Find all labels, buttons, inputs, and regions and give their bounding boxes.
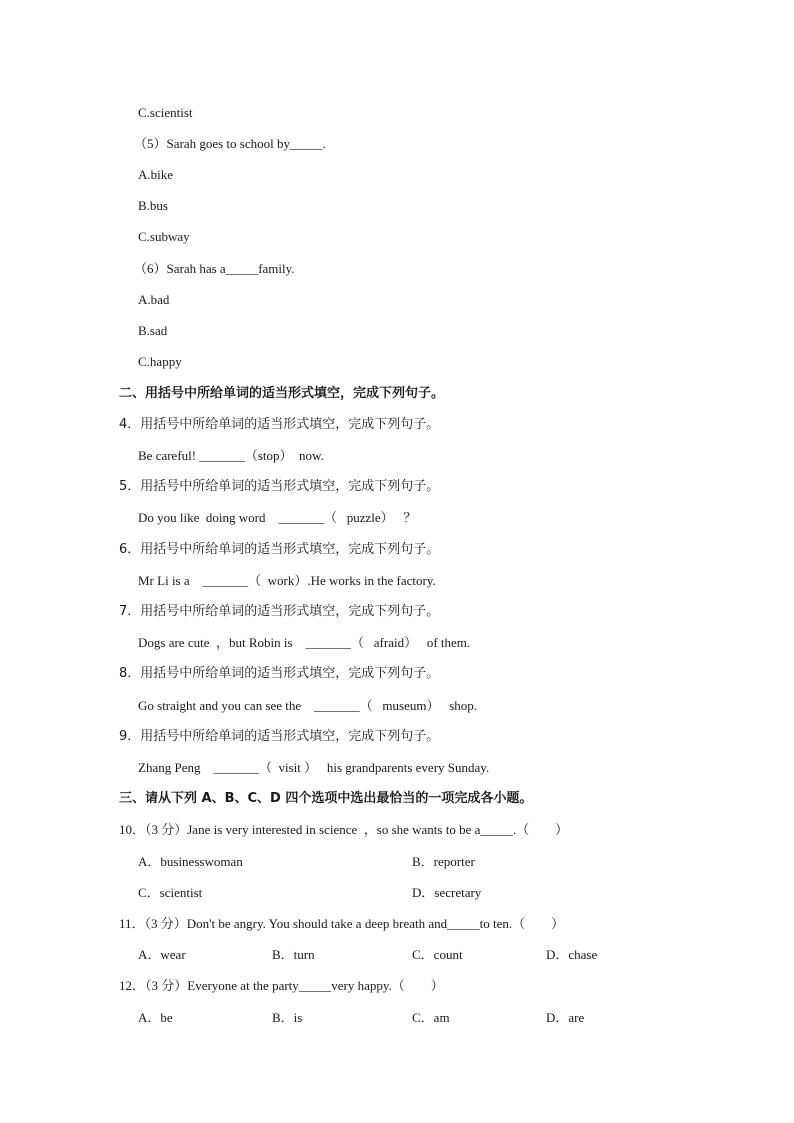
mc-option-d: D．are [546, 1010, 585, 1025]
mc-option-c: C．scientist [138, 885, 203, 900]
mc-option-d: D．secretary [412, 885, 482, 900]
mc-option-b: B．turn [272, 947, 315, 962]
option-line: A.bike [138, 167, 174, 182]
option-line: B.sad [138, 323, 168, 338]
question-sentence: Dogs are cute ，but Robin is _______（ afraid） of them. [138, 635, 471, 650]
question-prompt: 6．用括号中所给单词的适当形式填空，完成下列句子。 [119, 542, 440, 557]
mc-option-d: D．chase [546, 947, 598, 962]
question-sentence: Mr Li is a _______（ work）.He works in the factory. [138, 573, 436, 588]
question-prompt: 5．用括号中所给单词的适当形式填空，完成下列句子。 [119, 479, 440, 494]
mc-question: 10．（3 分）Jane is very interested in science ，so she wants to be a_____.（ ） [119, 822, 569, 837]
mc-question: 11．（3 分）Don't be angry. You should take a deep breath and_____to ten.（ ） [119, 916, 565, 931]
question-sentence: Do you like doing word _______（ puzzle） ？ [138, 510, 417, 525]
mc-option-b: B．is [272, 1010, 303, 1025]
question-line: （6）Sarah has a_____family. [134, 261, 295, 276]
option-line: C.scientist [138, 105, 193, 120]
mc-option-a: A．be [138, 1010, 173, 1025]
mc-question: 12．（3 分）Everyone at the party_____very happy.（ ） [119, 978, 444, 993]
question-prompt: 7．用括号中所给单词的适当形式填空，完成下列句子。 [119, 604, 440, 619]
question-sentence: Go straight and you can see the _______（ museum） shop. [138, 698, 478, 713]
question-sentence: Be careful! _______（stop） now. [138, 448, 324, 463]
section-heading: 二、用括号中所给单词的适当形式填空，完成下列句子。 [119, 386, 445, 401]
question-prompt: 8．用括号中所给单词的适当形式填空，完成下列句子。 [119, 666, 440, 681]
option-line: C.happy [138, 354, 182, 369]
question-prompt: 4．用括号中所给单词的适当形式填空，完成下列句子。 [119, 417, 440, 432]
question-sentence: Zhang Peng _______（ visit ） his grandparents every Sunday. [138, 760, 490, 775]
option-line: B.bus [138, 198, 168, 213]
mc-option-a: A．wear [138, 947, 186, 962]
mc-option-c: C．count [412, 947, 463, 962]
question-line: （5）Sarah goes to school by_____. [134, 136, 326, 151]
option-line: A.bad [138, 292, 170, 307]
mc-option-a: A．businesswoman [138, 854, 243, 869]
option-line: C.subway [138, 229, 190, 244]
mc-option-b: B．reporter [412, 854, 475, 869]
mc-option-c: C．am [412, 1010, 450, 1025]
section-heading: 三、请从下列 A、B、C、D 四个选项中选出最恰当的一项完成各小题。 [119, 791, 533, 806]
question-prompt: 9．用括号中所给单词的适当形式填空，完成下列句子。 [119, 729, 440, 744]
